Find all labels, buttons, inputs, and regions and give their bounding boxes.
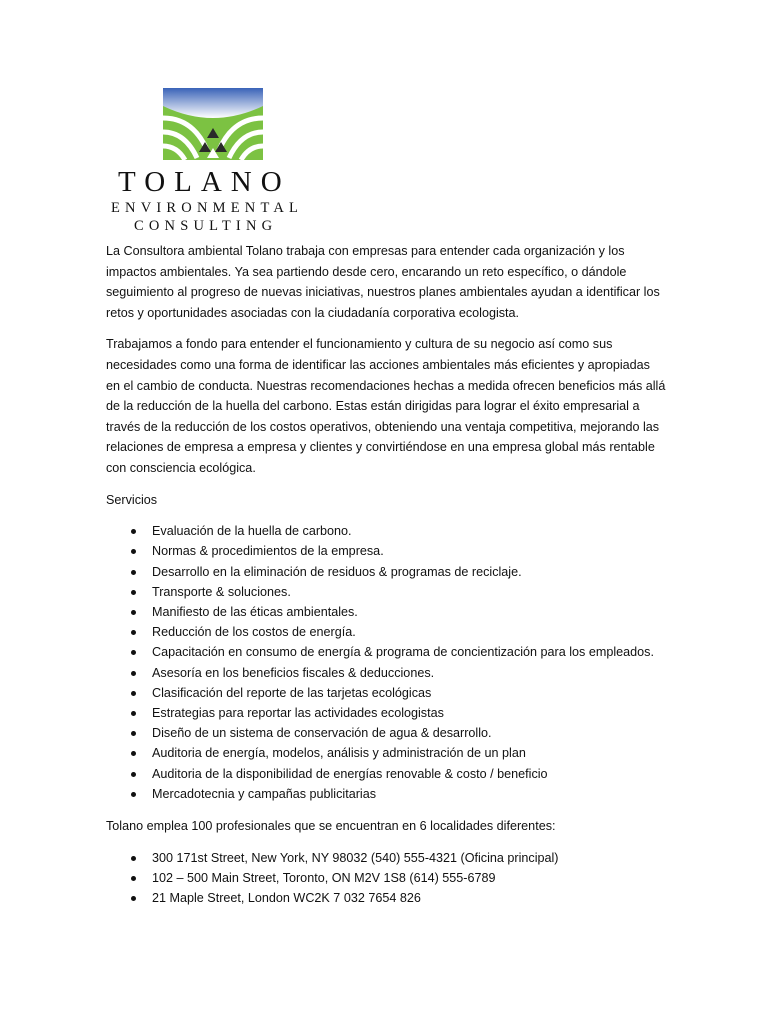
list-item: Capacitación en consumo de energía & programa de concientización para los empleados. — [106, 642, 666, 662]
list-item: Estrategias para reportar las actividades ecologistas — [106, 703, 666, 723]
list-item: Manifiesto de las éticas ambientales. — [106, 602, 666, 622]
locations-intro: Tolano emplea 100 profesionales que se encuentran en 6 localidades diferentes: — [106, 818, 556, 833]
list-item: Evaluación de la huella de carbono. — [106, 521, 666, 541]
list-item: Auditoria de la disponibilidad de energías renovable & costo / beneficio — [106, 764, 666, 784]
list-item: Mercadotecnia y campañas publicitarias — [106, 784, 666, 804]
logo-company-name: TOLANO — [118, 166, 291, 198]
list-item: Asesoría en los beneficios fiscales & deducciones. — [106, 663, 666, 683]
services-heading: Servicios — [106, 492, 158, 507]
list-item: Reducción de los costos de energía. — [106, 622, 666, 642]
list-item: Diseño de un sistema de conservación de agua & desarrollo. — [106, 723, 666, 743]
list-item: Auditoria de energía, modelos, análisis y administración de un plan — [106, 743, 666, 763]
list-item: Clasificación del reporte de las tarjetas ecológicas — [106, 683, 666, 703]
list-item: Normas & procedimientos de la empresa. — [106, 541, 666, 561]
logo-tagline-environmental: ENVIRONMENTAL — [111, 200, 304, 216]
list-item: Desarrollo en la eliminación de residuos & programas de reciclaje. — [106, 562, 666, 582]
approach-paragraph: Trabajamos a fondo para entender el funcionamiento y cultura de su negocio así como sus necesidades como una forma de identificar las acciones ambientales más eficientes y apropiadas en el cambio de conducta. Nuestras recomendaciones hechas a medida ofrecen beneficios más allá de la reducción de la huella del carbono. Estas están dirigidas para lograr el éxito empresarial a través de la reducción de los costos operativos, obteniendo una ventaja competitiva, mejorando las relaciones de empresa a empresa y clientes y convirtiéndose en una empresa global más rentable con consciencia ecológica. — [106, 337, 666, 475]
list-item: 300 171st Street, New York, NY 98032 (540) 555-4321 (Oficina principal) — [106, 848, 666, 868]
tolano-leaf-logo-icon — [163, 88, 263, 160]
company-logo — [108, 88, 328, 238]
list-item: 21 Maple Street, London WC2K 7 032 7654 826 — [106, 888, 666, 908]
logo-tagline-consulting: CONSULTING — [134, 218, 278, 234]
locations-list — [106, 848, 666, 909]
document-body — [106, 241, 666, 920]
list-item: Transporte & soluciones. — [106, 582, 666, 602]
list-item: 102 – 500 Main Street, Toronto, ON M2V 1S8 (614) 555-6789 — [106, 868, 666, 888]
intro-paragraph: La Consultora ambiental Tolano trabaja con empresas para entender cada organización y los impactos ambientales. Ya sea partiendo desde cero, encarando un reto específico, o dándole seguimiento al progreso de nuevas iniciativas, nuestros planes ambientales ayudan a identificar los retos y oportunidades asociadas con la ciudadanía corporativa ecologista. — [106, 244, 660, 320]
services-list — [106, 521, 666, 804]
